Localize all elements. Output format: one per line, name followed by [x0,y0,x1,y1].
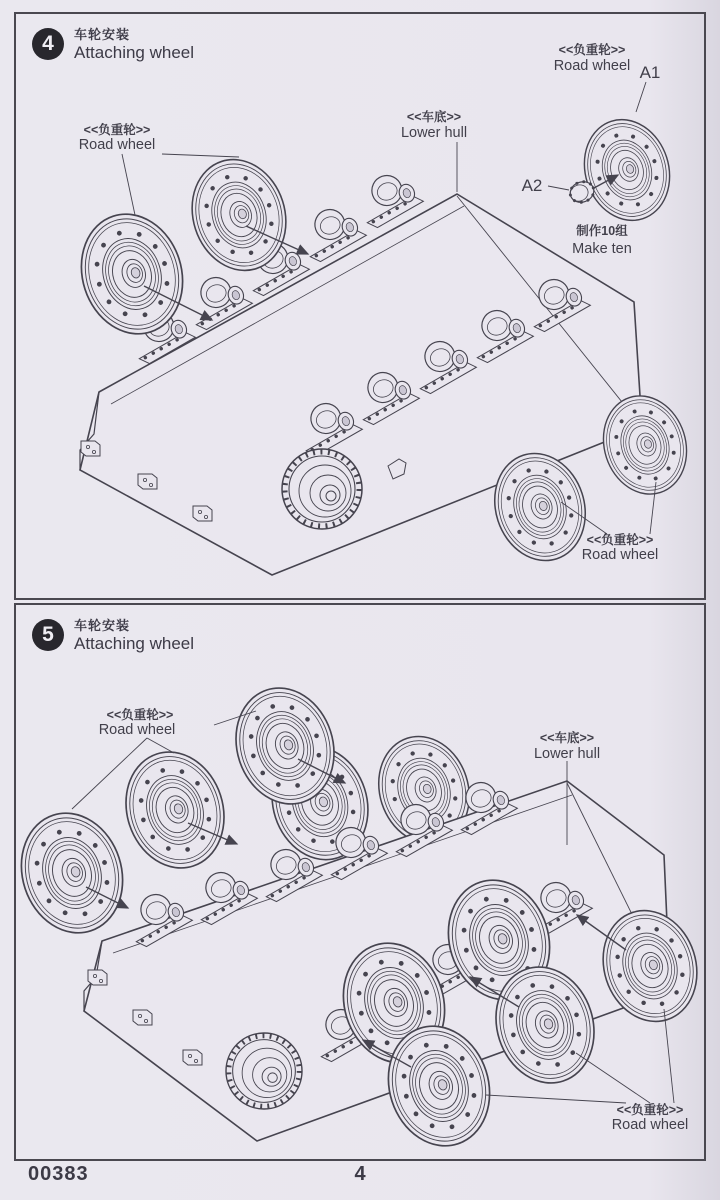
lower-hull-label-en: Lower hull [533,746,601,762]
make-qty-cn: 制作10组 [576,224,628,238]
hull-bracket [193,506,212,521]
road-wheel-label-en: Road wheel [78,137,156,153]
road-wheel-label-cn: <<负重轮>> [586,533,654,547]
step4-titles [74,28,194,62]
step5-number-badge: 5 [32,619,64,651]
drive-drum [282,449,362,529]
road-wheel-label-en: Road wheel [611,1117,689,1133]
road-wheel-label-cn: <<负重轮>> [83,123,151,137]
part-label-a2: A2 [521,176,543,195]
page-footer [0,1163,720,1193]
step5-titles [74,619,194,653]
hull-bracket [81,441,100,456]
road-wheel-label-en: Road wheel [553,58,631,74]
step4-panel [14,12,706,600]
hull-bracket [88,970,107,985]
road-wheel [111,739,238,881]
lower-hull-label-cn: <<车底>> [406,110,462,124]
step4-diagram [16,14,704,598]
step5-header [32,619,194,653]
page-number: 4 [354,1163,366,1185]
step5-title-en: Attaching wheel [74,633,195,653]
step4-title-cn: 车轮安装 [74,27,131,42]
road-wheel-label-en: Road wheel [581,547,659,563]
make-qty-en: Make ten [572,241,632,257]
road-wheel [16,800,138,946]
hull-bracket [133,1010,152,1025]
kit-number: 00383 [28,1163,89,1185]
road-wheel-a1 [572,108,683,231]
road-wheel-label-cn: <<负重轮>> [106,708,174,722]
step4-header [32,28,194,62]
step4-title-en: Attaching wheel [74,42,195,62]
step4-number-badge: 4 [32,28,64,60]
step5-diagram [16,605,704,1159]
road-wheel-label-cn: <<负重轮>> [616,1103,684,1117]
road-wheel-label-cn: <<负重轮>> [558,43,626,57]
road-wheel-label-en: Road wheel [98,722,176,738]
hull-bracket [138,474,157,489]
part-label-a1: A1 [639,63,661,82]
step5-panel [14,603,706,1161]
drive-drum [226,1033,302,1109]
lower-hull-label-en: Lower hull [400,125,468,141]
step5-title-cn: 车轮安装 [74,618,131,633]
hull-bracket [183,1050,202,1065]
lower-hull-label-cn: <<车底>> [539,731,595,745]
